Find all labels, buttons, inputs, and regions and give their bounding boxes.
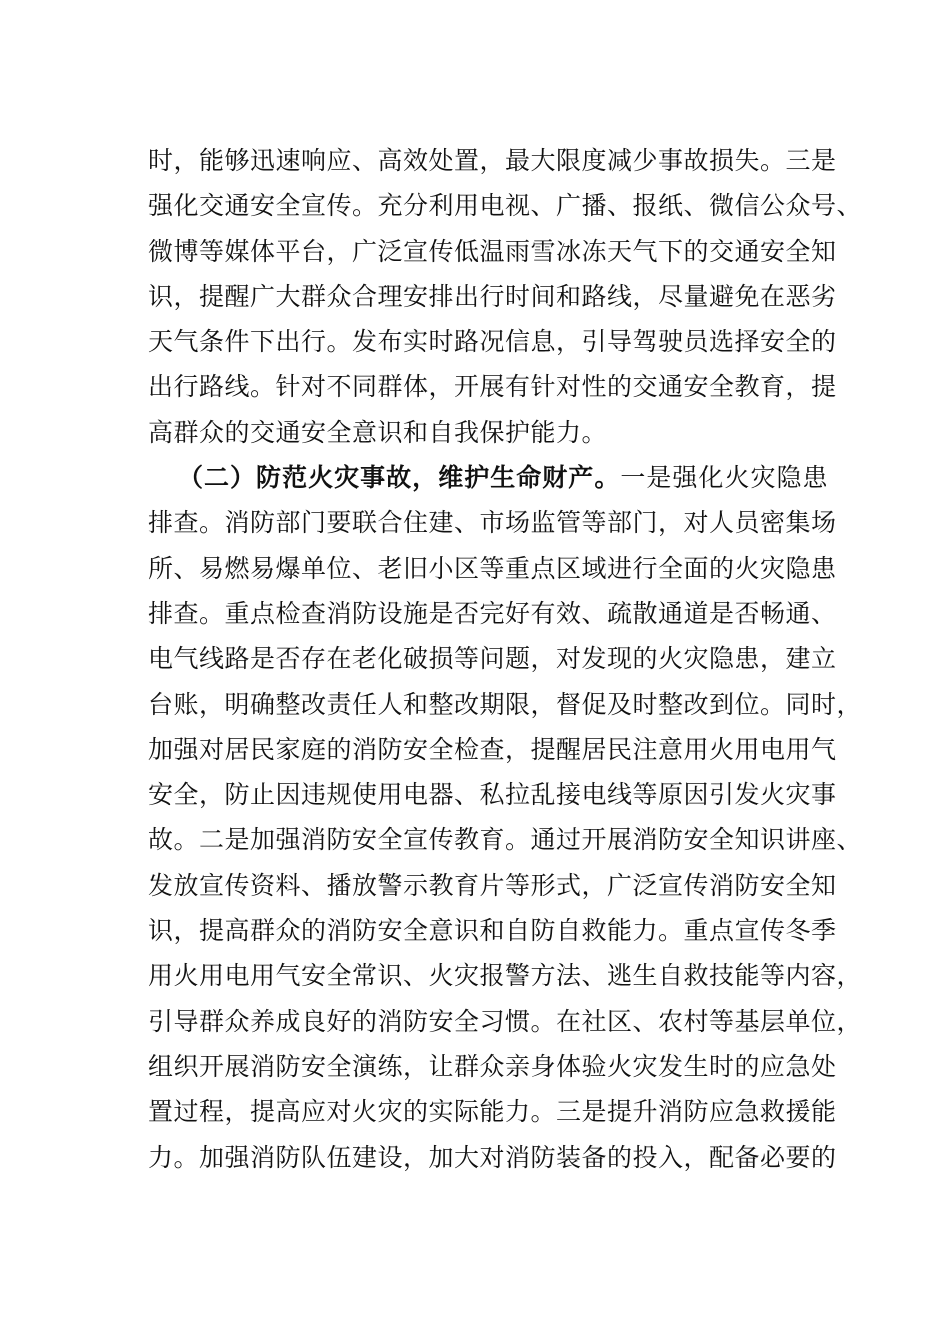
- text-line: 用火用电用气安全常识、火灾报警方法、逃生自救技能等内容，: [148, 961, 863, 991]
- text-line: 置过程，提高应对火灾的实际能力。三是提升消防应急救援能: [148, 1097, 837, 1127]
- text-line: 台账，明确整改责任人和整改期限，督促及时整改到位。同时，: [148, 689, 863, 719]
- text-line: 识，提醒广大群众合理安排出行时间和路线，尽量避免在恶劣: [148, 281, 837, 311]
- text-line: 时，能够迅速响应、高效处置，最大限度减少事故损失。三是: [148, 146, 837, 175]
- paragraph-first-line: [148, 455, 828, 500]
- text-line: 安全，防止因违规使用电器、私拉乱接电线等原因引发火灾事: [148, 780, 837, 810]
- text-line: 识，提高群众的消防安全意识和自防自救能力。重点宣传冬季: [148, 916, 837, 946]
- text-line: 电气线路是否存在老化破损等问题，对发现的火灾隐患，建立: [148, 644, 837, 674]
- text-line: 引导群众养成良好的消防安全习惯。在社区、农村等基层单位，: [148, 1006, 863, 1036]
- text-line: 强化交通安全宣传。充分利用电视、广播、报纸、微信公众号、: [148, 191, 863, 221]
- text-line: 出行路线。针对不同群体，开展有针对性的交通安全教育，提: [148, 372, 837, 402]
- paragraph-fire-prevention: [148, 455, 863, 1180]
- text-line: 发放宣传资料、播放警示教育片等形式，广泛宣传消防安全知: [148, 870, 837, 900]
- section-heading: （二）防范火灾事故，维护生命财产。: [178, 463, 621, 493]
- text-line: 故。二是加强消防安全宣传教育。通过开展消防安全知识讲座、: [148, 825, 863, 855]
- text-span: 一是强化火灾隐患: [620, 463, 828, 493]
- text-line: 排查。重点检查消防设施是否完好有效、疏散通道是否畅通、: [148, 598, 837, 628]
- document-body: [148, 138, 863, 1180]
- text-line: 天气条件下出行。发布实时路况信息，引导驾驶员选择安全的: [148, 327, 837, 357]
- text-line: 组织开展消防安全演练，让群众亲身体验火灾发生时的应急处: [148, 1051, 837, 1081]
- text-line: 加强对居民家庭的消防安全检查，提醒居民注意用火用电用气: [148, 734, 837, 764]
- text-line: 微博等媒体平台，广泛宣传低温雨雪冰冻天气下的交通安全知: [148, 236, 837, 266]
- text-line: 力。加强消防队伍建设，加大对消防装备的投入，配备必要的: [148, 1142, 837, 1172]
- paragraph-traffic-safety: [148, 138, 863, 455]
- text-line: 所、易燃易爆单位、老旧小区等重点区域进行全面的火灾隐患: [148, 553, 837, 583]
- text-line: 排查。消防部门要联合住建、市场监管等部门，对人员密集场: [148, 508, 837, 538]
- text-line: 高群众的交通安全意识和自我保护能力。: [148, 417, 608, 447]
